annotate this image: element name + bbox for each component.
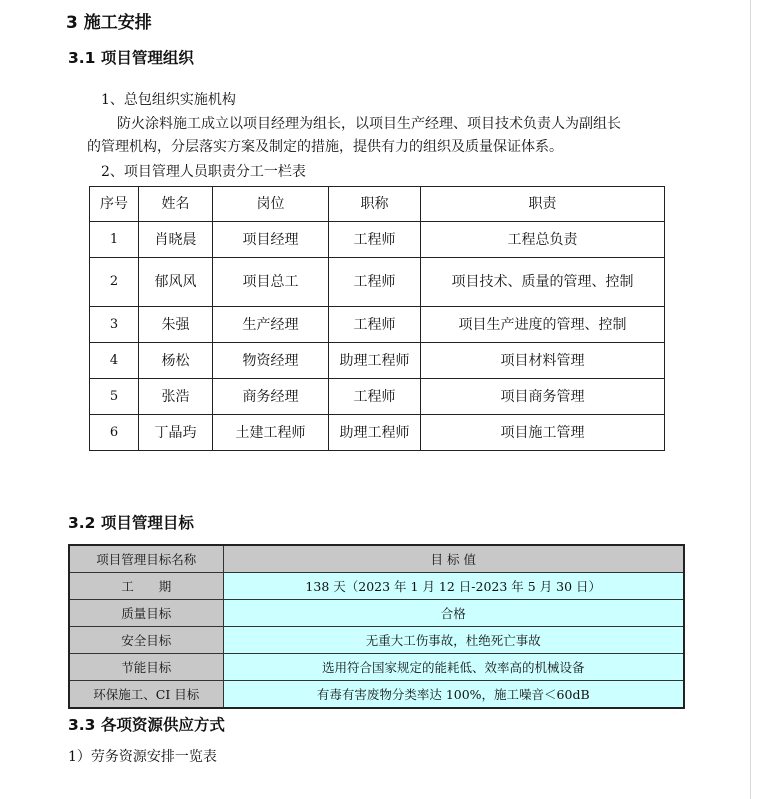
org-paragraph-line-1: 防火涂料施工成立以项目经理为组长，以项目生产经理、项目技术负责人为副组长 (117, 116, 621, 132)
table-row (69, 573, 684, 600)
cell-duty: 项目生产进度的管理、控制 (421, 307, 665, 343)
table-row (69, 654, 684, 681)
header-title: 职称 (329, 187, 421, 222)
cell-position: 生产经理 (213, 307, 329, 343)
section-3-heading: 3 施工安排 (66, 13, 152, 33)
header-no: 序号 (90, 187, 139, 222)
header-position: 岗位 (213, 187, 329, 222)
cell-no: 2 (90, 258, 139, 307)
cell-duty: 工程总负责 (421, 222, 665, 258)
cell-title: 工程师 (329, 258, 421, 307)
table-row (69, 600, 684, 627)
table-row (90, 415, 665, 451)
table-row (90, 343, 665, 379)
table-header-row (69, 545, 684, 573)
table-row (90, 307, 665, 343)
goal-name-cell: 节能目标 (69, 654, 223, 681)
cell-name: 郁风风 (139, 258, 213, 307)
section-3-3-heading: 3.3 各项资源供应方式 (68, 716, 225, 734)
header-goal-name: 项目管理目标名称 (69, 545, 223, 573)
goal-value-cell: 有毒有害废物分类率达 100%，施工噪音＜60dB (223, 681, 684, 709)
cell-no: 1 (90, 222, 139, 258)
goal-value-cell: 无重大工伤事故，杜绝死亡事故 (223, 627, 684, 654)
cell-name: 丁晶玙 (139, 415, 213, 451)
cell-duty: 项目技术、质量的管理、控制 (421, 258, 665, 307)
cell-name: 杨松 (139, 343, 213, 379)
header-duty: 职责 (421, 187, 665, 222)
goal-value-cell: 138 天（2023 年 1 月 12 日-2023 年 5 月 30 日） (223, 573, 684, 600)
goal-value-cell: 选用符合国家规定的能耗低、效率高的机械设备 (223, 654, 684, 681)
labor-resource-heading: 1）劳务资源安排一览表 (68, 749, 217, 765)
goal-name-cell: 工 期 (69, 573, 223, 600)
goal-name-cell: 环保施工、CI 目标 (69, 681, 223, 709)
cell-position: 商务经理 (213, 379, 329, 415)
cell-no: 3 (90, 307, 139, 343)
cell-duty: 项目施工管理 (421, 415, 665, 451)
cell-duty: 项目商务管理 (421, 379, 665, 415)
goal-value-cell: 合格 (223, 600, 684, 627)
cell-name: 张浩 (139, 379, 213, 415)
table-row (90, 258, 665, 307)
staff-table-caption: 2、项目管理人员职责分工一栏表 (101, 164, 306, 180)
cell-no: 6 (90, 415, 139, 451)
cell-name: 肖晓晨 (139, 222, 213, 258)
cell-duty: 项目材料管理 (421, 343, 665, 379)
cell-position: 项目总工 (213, 258, 329, 307)
cell-title: 工程师 (329, 379, 421, 415)
org-paragraph-line-2: 的管理机构，分层落实方案及制定的措施，提供有力的组织及质量保证体系。 (87, 139, 563, 155)
header-goal-value: 目 标 值 (223, 545, 684, 573)
goal-name-cell: 质量目标 (69, 600, 223, 627)
cell-position: 物资经理 (213, 343, 329, 379)
section-3-2-heading: 3.2 项目管理目标 (68, 514, 194, 532)
table-row (69, 681, 684, 709)
header-name: 姓名 (139, 187, 213, 222)
cell-name: 朱强 (139, 307, 213, 343)
management-goals-table (68, 544, 685, 709)
cell-title: 助理工程师 (329, 415, 421, 451)
table-row (90, 379, 665, 415)
org-structure-heading: 1、总包组织实施机构 (101, 92, 236, 108)
cell-no: 4 (90, 343, 139, 379)
table-row (69, 627, 684, 654)
staff-responsibility-table (89, 186, 665, 451)
table-header-row (90, 187, 665, 222)
cell-title: 工程师 (329, 307, 421, 343)
goal-name-cell: 安全目标 (69, 627, 223, 654)
cell-position: 项目经理 (213, 222, 329, 258)
page-edge-divider (750, 0, 751, 799)
cell-title: 工程师 (329, 222, 421, 258)
cell-title: 助理工程师 (329, 343, 421, 379)
table-row (90, 222, 665, 258)
section-3-1-heading: 3.1 项目管理组织 (68, 49, 194, 67)
cell-position: 土建工程师 (213, 415, 329, 451)
cell-no: 5 (90, 379, 139, 415)
